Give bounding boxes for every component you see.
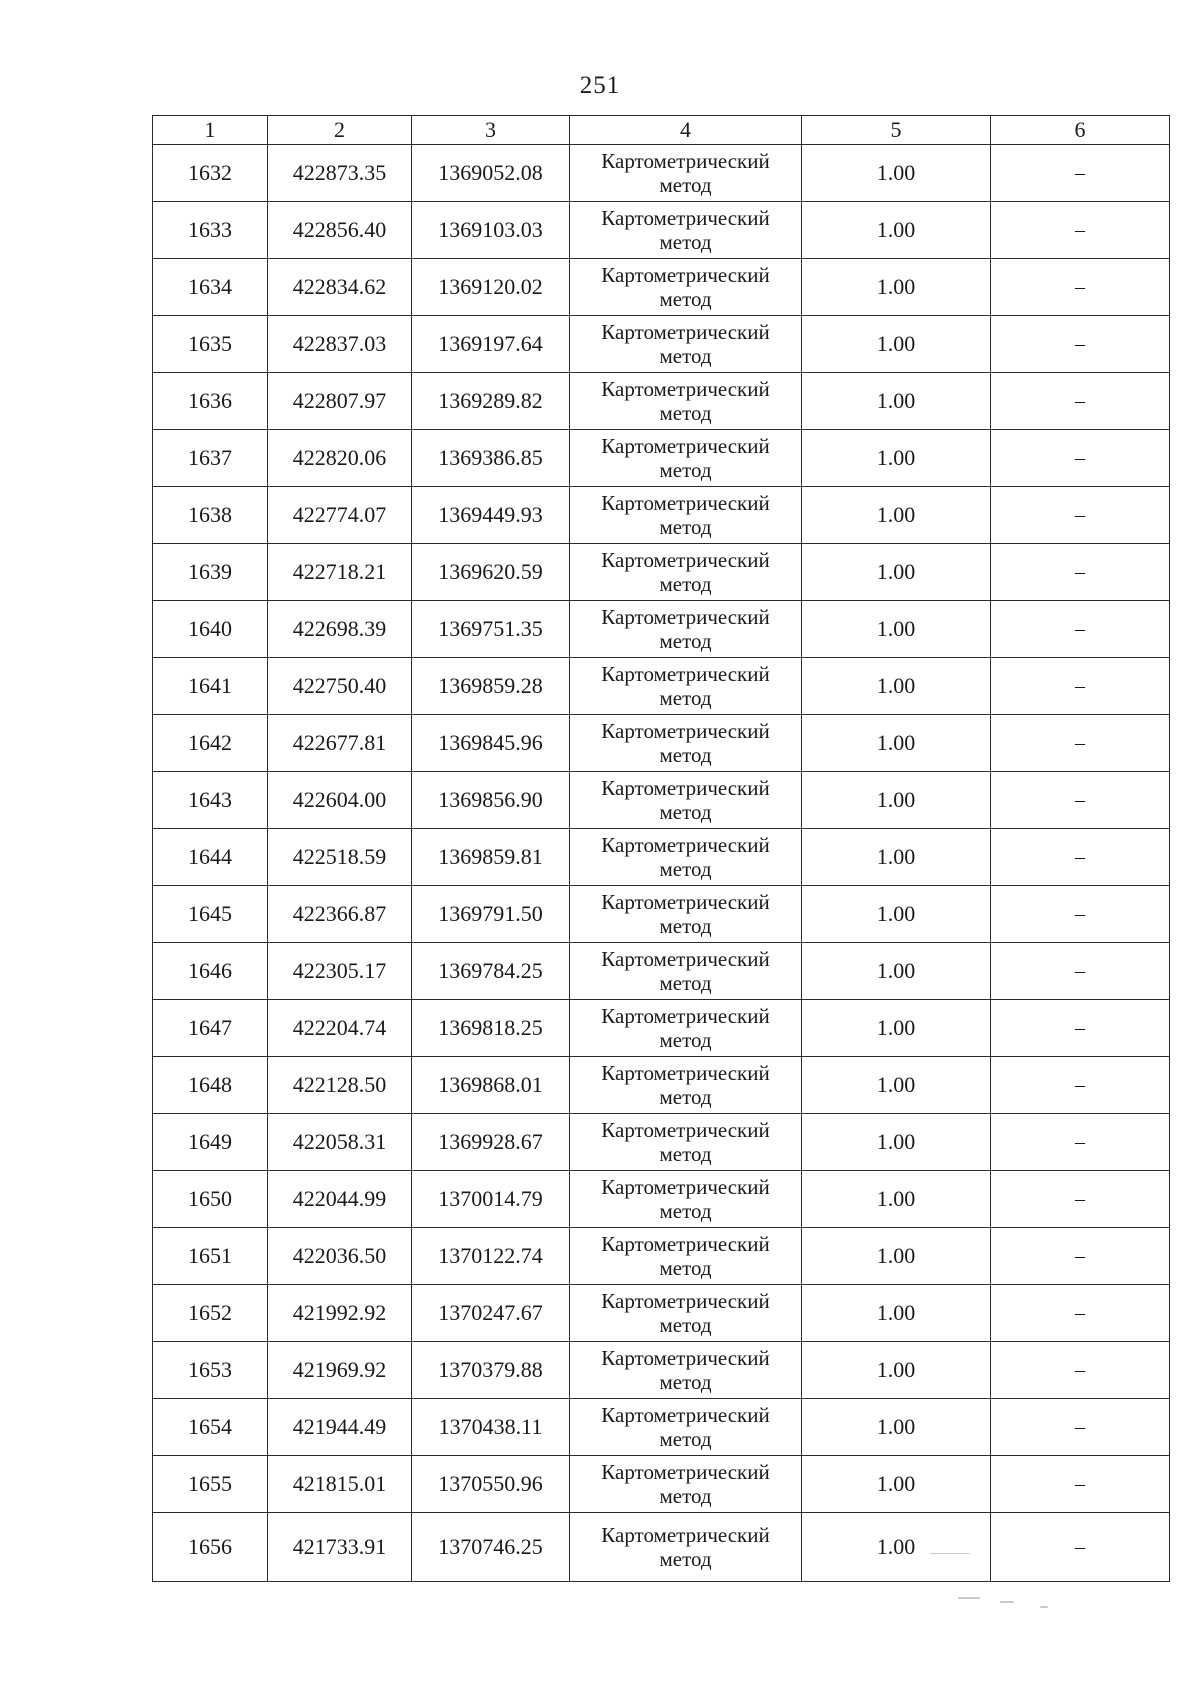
table-row xyxy=(153,430,1170,487)
x-coordinate-cell: 422058.31 xyxy=(268,1114,412,1171)
point-number-cell: 1640 xyxy=(153,601,268,658)
accuracy-cell: 1.00 xyxy=(802,430,991,487)
table-row xyxy=(153,1114,1170,1171)
method-line-1: Картометрический xyxy=(601,491,770,515)
point-number-cell: 1641 xyxy=(153,658,268,715)
note-cell: – xyxy=(991,1000,1170,1057)
x-coordinate-cell: 421815.01 xyxy=(268,1456,412,1513)
y-coordinate-cell: 1369289.82 xyxy=(412,373,570,430)
x-coordinate-cell: 422036.50 xyxy=(268,1228,412,1285)
method-cell xyxy=(570,943,802,1000)
x-coordinate-cell: 422677.81 xyxy=(268,715,412,772)
method-cell xyxy=(570,829,802,886)
column-header: 1 xyxy=(153,116,268,145)
note-cell: – xyxy=(991,544,1170,601)
method-line-2: метод xyxy=(659,1427,712,1451)
method-line-1: Картометрический xyxy=(601,377,770,401)
note-cell: – xyxy=(991,943,1170,1000)
note-cell: – xyxy=(991,1057,1170,1114)
table-header-row xyxy=(153,116,1170,145)
method-line-1: Картометрический xyxy=(601,1004,770,1028)
point-number-cell: 1646 xyxy=(153,943,268,1000)
y-coordinate-cell: 1370746.25 xyxy=(412,1513,570,1582)
x-coordinate-cell: 422750.40 xyxy=(268,658,412,715)
method-line-2: метод xyxy=(659,971,712,995)
note-cell: – xyxy=(991,1342,1170,1399)
method-line-1: Картометрический xyxy=(601,320,770,344)
point-number-cell: 1648 xyxy=(153,1057,268,1114)
method-line-2: метод xyxy=(659,1199,712,1223)
point-number-cell: 1647 xyxy=(153,1000,268,1057)
method-cell xyxy=(570,202,802,259)
point-number-cell: 1635 xyxy=(153,316,268,373)
accuracy-cell: 1.00 xyxy=(802,487,991,544)
note-cell: – xyxy=(991,772,1170,829)
point-number-cell: 1645 xyxy=(153,886,268,943)
scan-artifact xyxy=(1000,1601,1014,1603)
method-line-2: метод xyxy=(659,914,712,938)
method-line-1: Картометрический xyxy=(601,1175,770,1199)
table-row xyxy=(153,1057,1170,1114)
y-coordinate-cell: 1370247.67 xyxy=(412,1285,570,1342)
column-header: 6 xyxy=(991,116,1170,145)
method-line-1: Картометрический xyxy=(601,1232,770,1256)
method-cell xyxy=(570,715,802,772)
point-number-cell: 1632 xyxy=(153,145,268,202)
scan-artifact xyxy=(930,1553,970,1554)
x-coordinate-cell: 422807.97 xyxy=(268,373,412,430)
point-number-cell: 1650 xyxy=(153,1171,268,1228)
method-line-2: метод xyxy=(659,1313,712,1337)
method-cell xyxy=(570,373,802,430)
y-coordinate-cell: 1369818.25 xyxy=(412,1000,570,1057)
note-cell: – xyxy=(991,145,1170,202)
accuracy-cell: 1.00 xyxy=(802,202,991,259)
x-coordinate-cell: 422873.35 xyxy=(268,145,412,202)
method-cell xyxy=(570,601,802,658)
accuracy-cell: 1.00 xyxy=(802,1171,991,1228)
method-line-2: метод xyxy=(659,1547,712,1571)
accuracy-cell: 1.00 xyxy=(802,829,991,886)
x-coordinate-cell: 422837.03 xyxy=(268,316,412,373)
y-coordinate-cell: 1370014.79 xyxy=(412,1171,570,1228)
accuracy-cell: 1.00 xyxy=(802,1114,991,1171)
x-coordinate-cell: 421969.92 xyxy=(268,1342,412,1399)
x-coordinate-cell: 422204.74 xyxy=(268,1000,412,1057)
x-coordinate-cell: 422305.17 xyxy=(268,943,412,1000)
table-row xyxy=(153,202,1170,259)
x-coordinate-cell: 422366.87 xyxy=(268,886,412,943)
method-line-2: метод xyxy=(659,629,712,653)
note-cell: – xyxy=(991,601,1170,658)
accuracy-cell: 1.00 xyxy=(802,544,991,601)
point-number-cell: 1652 xyxy=(153,1285,268,1342)
note-cell: – xyxy=(991,487,1170,544)
y-coordinate-cell: 1369859.28 xyxy=(412,658,570,715)
method-line-1: Картометрический xyxy=(601,890,770,914)
method-cell xyxy=(570,1399,802,1456)
y-coordinate-cell: 1369103.03 xyxy=(412,202,570,259)
note-cell: – xyxy=(991,202,1170,259)
y-coordinate-cell: 1369791.50 xyxy=(412,886,570,943)
method-line-2: метод xyxy=(659,515,712,539)
method-line-1: Картометрический xyxy=(601,1460,770,1484)
method-line-1: Картометрический xyxy=(601,1523,770,1547)
accuracy-cell: 1.00 xyxy=(802,1057,991,1114)
x-coordinate-cell: 421944.49 xyxy=(268,1399,412,1456)
y-coordinate-cell: 1369856.90 xyxy=(412,772,570,829)
point-number-cell: 1655 xyxy=(153,1456,268,1513)
x-coordinate-cell: 422044.99 xyxy=(268,1171,412,1228)
accuracy-cell: 1.00 xyxy=(802,1285,991,1342)
table-row xyxy=(153,544,1170,601)
table-row xyxy=(153,1342,1170,1399)
method-cell xyxy=(570,1000,802,1057)
accuracy-cell: 1.00 xyxy=(802,259,991,316)
y-coordinate-cell: 1369120.02 xyxy=(412,259,570,316)
y-coordinate-cell: 1369386.85 xyxy=(412,430,570,487)
accuracy-cell: 1.00 xyxy=(802,658,991,715)
method-line-1: Картометрический xyxy=(601,434,770,458)
method-cell xyxy=(570,145,802,202)
method-cell xyxy=(570,1285,802,1342)
method-cell xyxy=(570,1057,802,1114)
accuracy-cell: 1.00 xyxy=(802,1399,991,1456)
point-number-cell: 1653 xyxy=(153,1342,268,1399)
coordinates-table xyxy=(152,115,1170,1582)
y-coordinate-cell: 1370550.96 xyxy=(412,1456,570,1513)
method-cell xyxy=(570,1114,802,1171)
table-row xyxy=(153,1000,1170,1057)
method-line-2: метод xyxy=(659,287,712,311)
method-cell xyxy=(570,1456,802,1513)
note-cell: – xyxy=(991,1114,1170,1171)
scan-artifact xyxy=(1040,1606,1048,1608)
point-number-cell: 1654 xyxy=(153,1399,268,1456)
point-number-cell: 1643 xyxy=(153,772,268,829)
method-cell xyxy=(570,658,802,715)
scan-artifact xyxy=(958,1597,980,1599)
note-cell: – xyxy=(991,373,1170,430)
column-header: 3 xyxy=(412,116,570,145)
accuracy-cell: 1.00 xyxy=(802,1228,991,1285)
method-line-2: метод xyxy=(659,173,712,197)
y-coordinate-cell: 1369751.35 xyxy=(412,601,570,658)
table-row xyxy=(153,601,1170,658)
y-coordinate-cell: 1369620.59 xyxy=(412,544,570,601)
method-line-2: метод xyxy=(659,1484,712,1508)
method-line-1: Картометрический xyxy=(601,719,770,743)
x-coordinate-cell: 422128.50 xyxy=(268,1057,412,1114)
method-cell xyxy=(570,544,802,601)
method-line-2: метод xyxy=(659,344,712,368)
method-line-1: Картометрический xyxy=(601,1403,770,1427)
method-cell xyxy=(570,316,802,373)
method-cell xyxy=(570,772,802,829)
y-coordinate-cell: 1370438.11 xyxy=(412,1399,570,1456)
note-cell: – xyxy=(991,1228,1170,1285)
table-row xyxy=(153,1399,1170,1456)
method-line-1: Картометрический xyxy=(601,605,770,629)
method-line-2: метод xyxy=(659,1256,712,1280)
method-cell xyxy=(570,430,802,487)
method-line-1: Картометрический xyxy=(601,947,770,971)
method-line-2: метод xyxy=(659,800,712,824)
point-number-cell: 1644 xyxy=(153,829,268,886)
point-number-cell: 1642 xyxy=(153,715,268,772)
note-cell: – xyxy=(991,1513,1170,1582)
note-cell: – xyxy=(991,1456,1170,1513)
table-row xyxy=(153,829,1170,886)
y-coordinate-cell: 1369868.01 xyxy=(412,1057,570,1114)
method-cell xyxy=(570,259,802,316)
y-coordinate-cell: 1370122.74 xyxy=(412,1228,570,1285)
x-coordinate-cell: 421992.92 xyxy=(268,1285,412,1342)
method-line-1: Картометрический xyxy=(601,1346,770,1370)
x-coordinate-cell: 421733.91 xyxy=(268,1513,412,1582)
method-line-1: Картометрический xyxy=(601,1061,770,1085)
method-line-2: метод xyxy=(659,1370,712,1394)
table-row xyxy=(153,373,1170,430)
y-coordinate-cell: 1369052.08 xyxy=(412,145,570,202)
note-cell: – xyxy=(991,658,1170,715)
accuracy-cell: 1.00 xyxy=(802,1513,991,1582)
point-number-cell: 1634 xyxy=(153,259,268,316)
method-line-1: Картометрический xyxy=(601,1289,770,1313)
table-body xyxy=(153,145,1170,1582)
note-cell: – xyxy=(991,715,1170,772)
y-coordinate-cell: 1369928.67 xyxy=(412,1114,570,1171)
method-line-2: метод xyxy=(659,458,712,482)
x-coordinate-cell: 422856.40 xyxy=(268,202,412,259)
table-row xyxy=(153,259,1170,316)
method-line-2: метод xyxy=(659,1085,712,1109)
table-row xyxy=(153,487,1170,544)
column-header: 2 xyxy=(268,116,412,145)
point-number-cell: 1637 xyxy=(153,430,268,487)
y-coordinate-cell: 1369784.25 xyxy=(412,943,570,1000)
accuracy-cell: 1.00 xyxy=(802,145,991,202)
accuracy-cell: 1.00 xyxy=(802,772,991,829)
x-coordinate-cell: 422718.21 xyxy=(268,544,412,601)
y-coordinate-cell: 1369845.96 xyxy=(412,715,570,772)
method-line-2: метод xyxy=(659,686,712,710)
method-line-1: Картометрический xyxy=(601,1118,770,1142)
method-line-2: метод xyxy=(659,1142,712,1166)
accuracy-cell: 1.00 xyxy=(802,601,991,658)
table-row xyxy=(153,1228,1170,1285)
accuracy-cell: 1.00 xyxy=(802,1456,991,1513)
x-coordinate-cell: 422698.39 xyxy=(268,601,412,658)
note-cell: – xyxy=(991,1399,1170,1456)
table-row xyxy=(153,1513,1170,1582)
accuracy-cell: 1.00 xyxy=(802,316,991,373)
note-cell: – xyxy=(991,1285,1170,1342)
table-row xyxy=(153,886,1170,943)
x-coordinate-cell: 422820.06 xyxy=(268,430,412,487)
accuracy-cell: 1.00 xyxy=(802,886,991,943)
method-line-1: Картометрический xyxy=(601,776,770,800)
point-number-cell: 1651 xyxy=(153,1228,268,1285)
accuracy-cell: 1.00 xyxy=(802,373,991,430)
note-cell: – xyxy=(991,259,1170,316)
method-line-1: Картометрический xyxy=(601,662,770,686)
table-row xyxy=(153,715,1170,772)
method-line-2: метод xyxy=(659,743,712,767)
column-header: 5 xyxy=(802,116,991,145)
point-number-cell: 1638 xyxy=(153,487,268,544)
y-coordinate-cell: 1369859.81 xyxy=(412,829,570,886)
method-cell xyxy=(570,487,802,544)
accuracy-cell: 1.00 xyxy=(802,1000,991,1057)
column-header: 4 xyxy=(570,116,802,145)
point-number-cell: 1633 xyxy=(153,202,268,259)
point-number-cell: 1639 xyxy=(153,544,268,601)
x-coordinate-cell: 422834.62 xyxy=(268,259,412,316)
y-coordinate-cell: 1369449.93 xyxy=(412,487,570,544)
note-cell: – xyxy=(991,1171,1170,1228)
note-cell: – xyxy=(991,430,1170,487)
method-line-1: Картометрический xyxy=(601,149,770,173)
y-coordinate-cell: 1369197.64 xyxy=(412,316,570,373)
point-number-cell: 1656 xyxy=(153,1513,268,1582)
table-row xyxy=(153,316,1170,373)
y-coordinate-cell: 1370379.88 xyxy=(412,1342,570,1399)
x-coordinate-cell: 422604.00 xyxy=(268,772,412,829)
accuracy-cell: 1.00 xyxy=(802,715,991,772)
page-number: 251 xyxy=(579,72,621,99)
method-line-1: Картометрический xyxy=(601,263,770,287)
method-line-2: метод xyxy=(659,572,712,596)
table-row xyxy=(153,1171,1170,1228)
x-coordinate-cell: 422518.59 xyxy=(268,829,412,886)
method-line-1: Картометрический xyxy=(601,206,770,230)
method-line-2: метод xyxy=(659,401,712,425)
method-cell xyxy=(570,1513,802,1582)
method-line-2: метод xyxy=(659,857,712,881)
method-line-1: Картометрический xyxy=(601,548,770,572)
method-cell xyxy=(570,1342,802,1399)
method-cell xyxy=(570,1228,802,1285)
method-line-2: метод xyxy=(659,1028,712,1052)
table-row xyxy=(153,1456,1170,1513)
table-row xyxy=(153,772,1170,829)
table-row xyxy=(153,943,1170,1000)
table-row xyxy=(153,658,1170,715)
point-number-cell: 1649 xyxy=(153,1114,268,1171)
table-row xyxy=(153,145,1170,202)
accuracy-cell: 1.00 xyxy=(802,943,991,1000)
x-coordinate-cell: 422774.07 xyxy=(268,487,412,544)
note-cell: – xyxy=(991,316,1170,373)
note-cell: – xyxy=(991,886,1170,943)
point-number-cell: 1636 xyxy=(153,373,268,430)
method-cell xyxy=(570,1171,802,1228)
accuracy-cell: 1.00 xyxy=(802,1342,991,1399)
method-line-2: метод xyxy=(659,230,712,254)
table-row xyxy=(153,1285,1170,1342)
method-cell xyxy=(570,886,802,943)
note-cell: – xyxy=(991,829,1170,886)
method-line-1: Картометрический xyxy=(601,833,770,857)
